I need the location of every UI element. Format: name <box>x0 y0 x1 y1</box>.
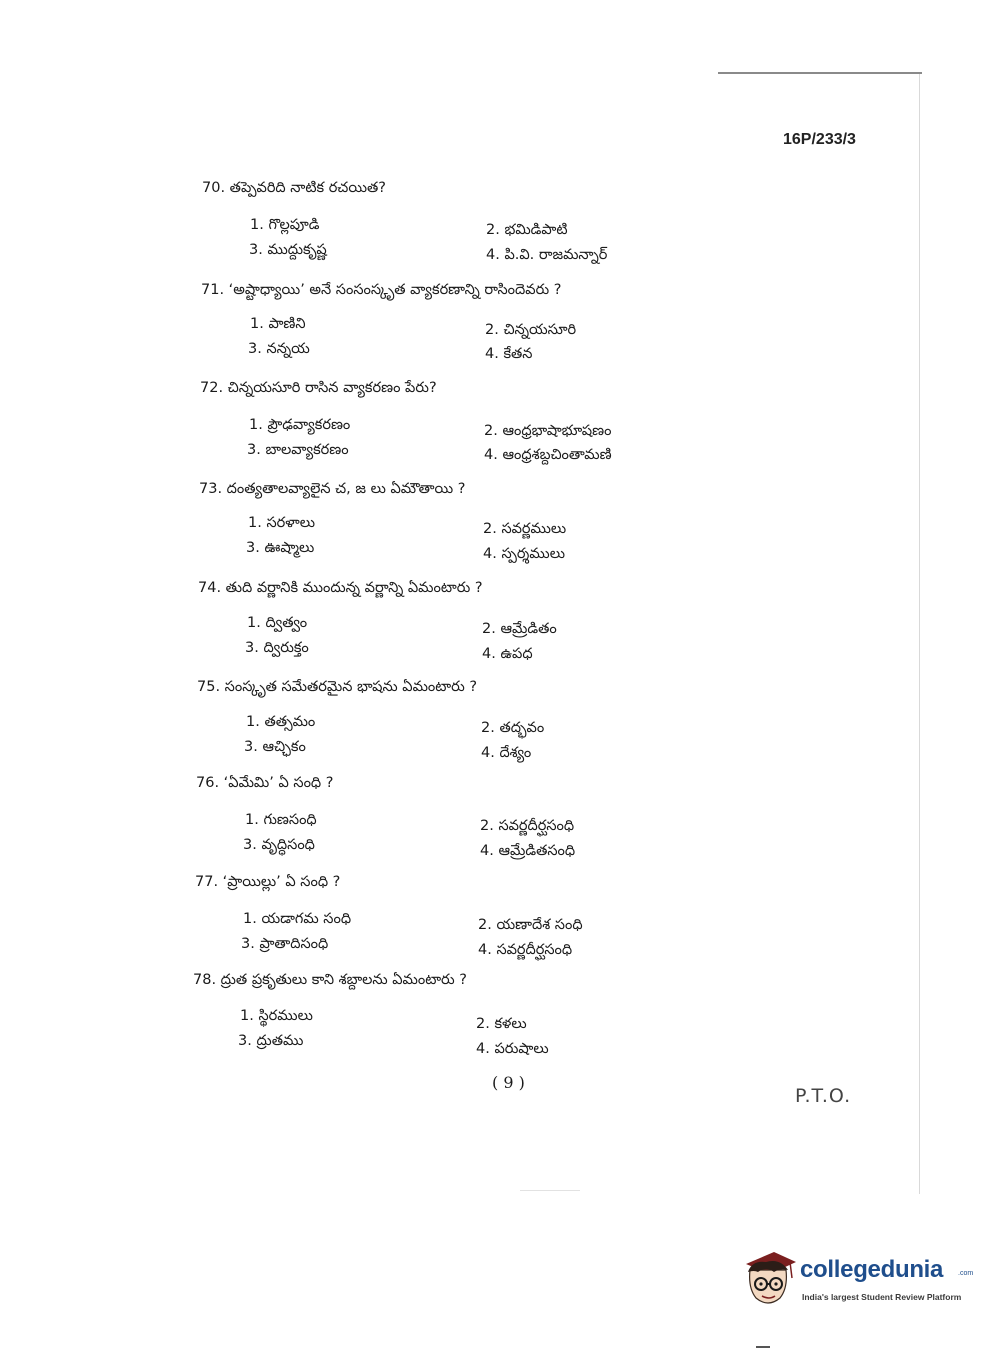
answer-option: 1. గొల్లపూడి <box>250 217 320 233</box>
paper-code: 16P/233/3 <box>783 131 856 148</box>
answer-option: 3. ద్విరుక్తం <box>245 640 309 656</box>
page-edge-bottom <box>520 1190 580 1191</box>
answer-option: 3. ద్రుతము <box>238 1033 304 1049</box>
answer-option: 1. గుణసంధి <box>245 812 317 828</box>
answer-option: 1. ద్విత్వం <box>247 615 308 631</box>
answer-option: 4. పరుషాలు <box>476 1041 549 1057</box>
answer-option: 3. బాలవ్యాకరణం <box>247 442 349 458</box>
question-text: 76. ‘ఏమేమి’ ఏ సంధి ? <box>196 775 334 791</box>
answer-option: 4. ఆమ్రేడితసంధి <box>480 843 576 859</box>
question-text: 75. సంస్కృత సమేతరమైన భాషను ఏమంటారు ? <box>197 679 478 695</box>
answer-option: 1. యడాగమ సంధి <box>243 911 352 927</box>
question-text: 71. ‘అష్టాధ్యాయి’ అనే సంసంస్కృత వ్యాకరణాన్ని రాసిందెవరు ? <box>201 282 562 298</box>
scan-mark <box>756 1346 770 1348</box>
answer-option: 2. చిన్నయసూరి <box>485 322 577 338</box>
answer-option: 4. పి.వి. రాజమన్నార్ <box>486 247 608 263</box>
answer-option: 1. తత్సమం <box>246 714 316 730</box>
answer-option: 2. కళలు <box>476 1016 527 1032</box>
answer-option: 4. దేశ్యం <box>481 745 532 761</box>
question-text: 74. తుది వర్ణానికి ముందున్న వర్ణాన్ని ఏమంటారు ? <box>198 580 483 596</box>
answer-option: 3. ఆచ్ఛికం <box>244 739 306 755</box>
student-mascot-icon <box>740 1248 798 1314</box>
question-text: 73. దంత్యతాలవ్యాలైన చ, జ లు ఏమౌతాయి ? <box>199 481 466 497</box>
answer-option: 1. పాణిని <box>250 316 306 332</box>
brand-tagline: India's largest Student Review Platform <box>802 1292 962 1302</box>
answer-option: 4. ఉపధ <box>482 646 533 662</box>
answer-option: 3. వృద్ధిసంధి <box>243 837 315 853</box>
answer-option: 2. సవర్ణదీర్ఘసంధి <box>480 818 575 834</box>
brand-dotcom: .com <box>958 1270 974 1277</box>
question-text: 72. చిన్నయసూరి రాసిన వ్యాకరణం పేరు? <box>200 380 437 396</box>
answer-option: 1. ప్రౌఢవ్యాకరణం <box>249 417 351 433</box>
page-edge-right <box>919 74 920 1194</box>
collegedunia-logo <box>740 1248 974 1318</box>
answer-option: 2. సవర్ణములు <box>483 521 567 537</box>
answer-option: 3. ప్రాతాదిసంధి <box>241 936 329 952</box>
question-text: 77. ‘ప్రాయిల్లు’ ఏ సంధి ? <box>195 874 341 890</box>
answer-option: 4. సవర్ణదీర్ఘసంధి <box>478 942 573 958</box>
answer-option: 2. భమిడిపాటి <box>486 222 568 238</box>
brand-name: collegedunia <box>800 1256 944 1283</box>
question-text: 78. ద్రుత ప్రకృతులు కాని శబ్దాలను ఏమంటారు ? <box>193 972 467 988</box>
answer-option: 2. ఆమ్రేడితం <box>482 621 557 637</box>
answer-option: 2. యణాదేశ సంధి <box>478 917 583 933</box>
answer-option: 2. తద్భవం <box>481 720 545 736</box>
answer-option: 4. ఆంధ్రశబ్దచింతామణి <box>484 447 612 463</box>
answer-option: 3. నన్నయ <box>248 341 310 357</box>
answer-option: 2. ఆంధ్రభాషాభూషణం <box>484 423 612 439</box>
pto-mark: P.T.O. <box>795 1085 852 1107</box>
page-number: ( 9 ) <box>492 1073 525 1092</box>
question-text: 70. తప్పెవరిది నాటిక రచయిత? <box>202 180 386 196</box>
answer-option: 3. ఊష్మాలు <box>246 540 315 556</box>
answer-option: 4. స్పర్శములు <box>483 546 565 562</box>
answer-option: 3. ముద్దుకృష్ణ <box>249 242 327 258</box>
answer-option: 4. కేతన <box>485 346 533 362</box>
answer-option: 1. సరళాలు <box>248 515 315 531</box>
page-edge-top <box>718 72 922 74</box>
answer-option: 1. స్థిరములు <box>240 1008 313 1024</box>
